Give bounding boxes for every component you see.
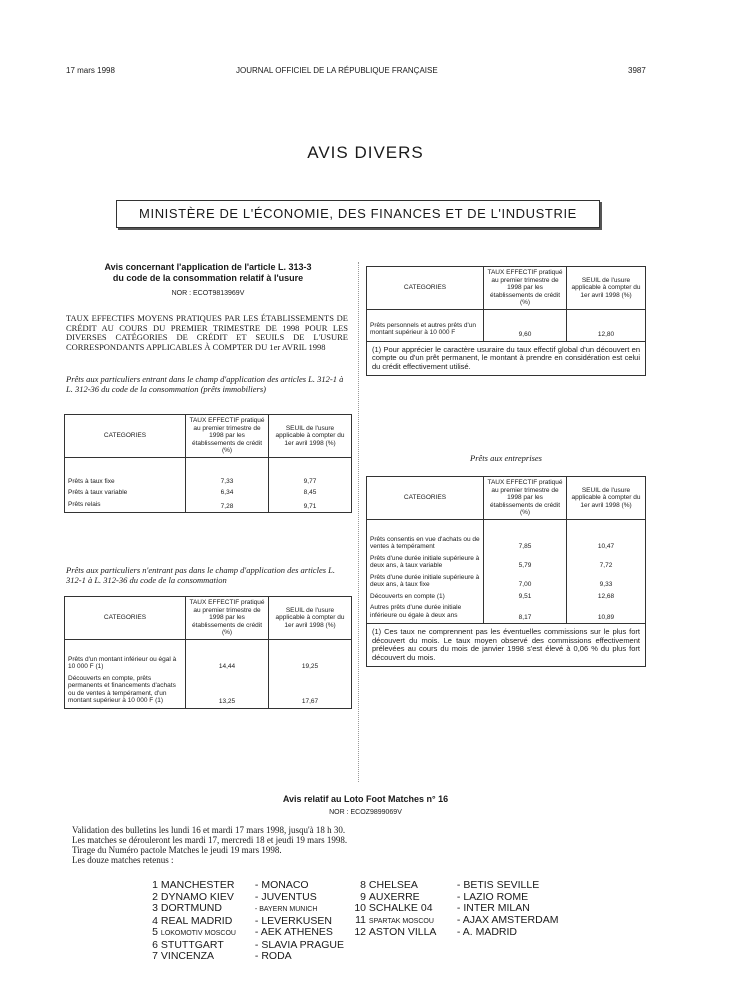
table-a-cell-taux: 7,33 (186, 457, 269, 487)
table-b2-cell-taux: 9,60 (484, 309, 567, 341)
table-b-header-taux: TAUX EFFECTIF pratiqué au premier trimestre de 1998 par les établissements de crédit (%) (186, 597, 269, 640)
table-row (367, 572, 646, 591)
match-home: AUXERRE (368, 890, 420, 903)
table-a-header-taux: TAUX EFFECTIF pratiqué au premier trimestre de 1998 par les établissements de crédit (%) (186, 415, 269, 458)
table-note-row (367, 341, 646, 376)
avis1-intro: TAUX EFFECTIFS MOYENS PRATIQUES PAR LES ÉTABLISSEMENTS DE CRÉDIT AU COURS DU PREMIER TRIMESTRE DE 1998 POUR LES DIVERSES CATÉGORIES DE CRÉDIT ET SEUILS DE L'USURE CORRESPONDANTS APPLICABLES À COMPTER DU 1er AVRIL 1998 (66, 313, 348, 352)
match-number: 10 (354, 902, 366, 914)
list-item (144, 951, 364, 963)
table-c-cell-seuil: 12,68 (567, 591, 646, 603)
table-c-header-seuil: SEUIL de l'usure applicable à compter du 1er avril 1998 (%) (567, 477, 646, 520)
avis1-title-line1: Avis concernant l'application de l'article L. 313-3 (104, 262, 312, 272)
table-row (367, 309, 646, 341)
table-b-header-seuil: SEUIL de l'usure applicable à compter du 1er avril 1998 (%) (269, 597, 352, 640)
table-a (64, 414, 352, 513)
match-number: 5 (152, 926, 158, 938)
ministry-banner: MINISTÈRE DE L'ÉCONOMIE, DES FINANCES ET DE L'INDUSTRIE (116, 200, 600, 228)
match-home: SPARTAK MOSCOU (368, 917, 434, 925)
match-number: 9 (360, 890, 366, 903)
avis1-title-line2: du code de la consommation relatif à l'usure (112, 273, 304, 283)
table-row (367, 553, 646, 572)
header-journal: JOURNAL OFFICIEL DE LA RÉPUBLIQUE FRANÇAISE (236, 66, 438, 75)
table-b2-header-seuil: SEUIL de l'usure applicable à compter du 1er avril 1998 (%) (567, 267, 646, 310)
table-a-cell-seuil: 8,45 (269, 487, 352, 499)
table-b-header-cat: CATEGORIES (65, 597, 186, 640)
table-a-cell-seuil: 9,77 (269, 457, 352, 487)
avis2-nor: NOR : ECOZ9899069V (329, 809, 402, 816)
table-c-cell-cat: Découverts en compte (1) (370, 592, 445, 600)
match-home: DYNAMO KIEV (160, 890, 234, 903)
match-away: - MONACO (254, 879, 309, 891)
table-a-cell-cat: Prêts à taux fixe (68, 477, 115, 485)
table-b-cell-taux: 13,25 (186, 673, 269, 709)
table-a-cell-seuil: 9,71 (269, 499, 352, 513)
match-number: 3 (152, 902, 158, 914)
avis1-title (66, 262, 350, 284)
table-a-header-seuil: SEUIL de l'usure applicable à compter du 1er avril 1998 (%) (269, 415, 352, 458)
table-c (366, 476, 646, 667)
table-c-cell-taux: 9,51 (484, 591, 567, 603)
matches-list-right (350, 880, 590, 939)
table-b2 (366, 266, 646, 376)
table-a-cell-cat: Prêts à taux variable (68, 489, 128, 496)
table-c-cell-taux: 7,00 (484, 572, 567, 591)
table-row (367, 591, 646, 603)
match-number: 6 (152, 938, 158, 951)
match-number: 12 (354, 926, 366, 938)
match-number: 7 (152, 950, 158, 962)
avis1-nor: NOR : ECOT9813969V (171, 290, 245, 297)
match-away: - INTER MILAN (456, 902, 530, 914)
table-b-cell-taux: 14,44 (186, 639, 269, 673)
table-c-cell-seuil: 7,72 (567, 553, 646, 572)
match-away: - BAYERN MUNICH (254, 906, 318, 913)
column-divider (358, 262, 359, 782)
match-home: STUTTGART (160, 938, 224, 951)
table-row (65, 499, 352, 513)
match-number: 1 (152, 879, 158, 891)
avis2-line: Tirage du Numéro pactole Matches le jeudi 19 mars 1998. (72, 845, 282, 855)
table-b2-cell-seuil: 12,80 (567, 309, 646, 341)
match-away: - JUVENTUS (254, 890, 317, 903)
match-away: - AEK ATHENES (254, 926, 333, 938)
avis2-line: Les douze matches retenus : (72, 855, 174, 865)
table-b2-cell-cat: Prêts personnels et autres prêts d'un montant supérieur à 10 000 F (370, 321, 477, 336)
match-away: - RODA (254, 950, 292, 962)
table-a-cell-cat: Prêts relais (68, 500, 101, 508)
table-b2-header-cat: CATEGORIES (367, 267, 484, 310)
match-away: - BETIS SEVILLE (456, 879, 540, 891)
table-b-cell-cat: Découverts en compte, prêts permanents et financements d'achats ou de ventes à tempérament, d'un montant supérieur à 10 000 F (1) (68, 674, 176, 704)
table-c-header-cat: CATEGORIES (367, 477, 484, 520)
match-home: DORTMUND (160, 902, 222, 914)
table-c-cell-taux: 5,79 (484, 553, 567, 572)
table-c-cell-cat: Autres prêts d'une durée initiale inférieure ou égale à deux ans (370, 604, 462, 619)
match-home: REAL MADRID (160, 914, 233, 927)
matches-list-left (144, 880, 364, 963)
table-a-header-cat: CATEGORIES (65, 415, 186, 458)
table-c-cell-cat: Prêts d'une durée initiale supérieure à deux ans, à taux variable (370, 554, 480, 569)
match-home: LOKOMOTIV MOSCOU (160, 930, 236, 937)
table-b (64, 596, 352, 709)
match-home: SCHALKE 04 (368, 902, 433, 914)
section-title: AVIS DIVERS (307, 143, 424, 162)
table-b-cell-seuil: 17,67 (269, 673, 352, 709)
section-c-heading: Prêts aux entreprises (470, 453, 542, 463)
match-away: - SLAVIA PRAGUE (254, 938, 345, 951)
avis2-line: Les matches se dérouleront les mardi 17, mercredi 18 et jeudi 19 mars 1998. (72, 835, 348, 845)
table-row (367, 519, 646, 553)
table-c-cell-taux: 8,17 (484, 602, 567, 624)
avis2-text (72, 825, 632, 865)
table-c-cell-seuil: 9,33 (567, 572, 646, 591)
note-b: (1) Pour apprécier le caractère usuraire du taux effectif global d'un découvert en compte ou d'un prêt permanent, le montant à prendre en considération est celui du crédit effectivement utilisé. (367, 341, 646, 376)
table-row (65, 487, 352, 499)
match-number: 4 (152, 914, 158, 927)
avis2-title: Avis relatif au Loto Foot Matches n° 16 (282, 794, 449, 804)
avis2-line: Validation des bulletins les lundi 16 et mardi 17 mars 1998, jusqu'à 18 h 30. (72, 825, 346, 835)
match-number: 11 (355, 913, 366, 926)
table-row (65, 639, 352, 673)
table-c-header-taux: TAUX EFFECTIF pratiqué au premier trimestre de 1998 par les établissements de crédit (%) (484, 477, 567, 520)
table-a-cell-taux: 6,34 (186, 487, 269, 499)
table-c-cell-seuil: 10,47 (567, 519, 646, 553)
table-b2-header-taux: TAUX EFFECTIF pratiqué au premier trimestre de 1998 par les établissements de crédit (%) (484, 267, 567, 310)
table-c-cell-taux: 7,85 (484, 519, 567, 553)
match-home: ASTON VILLA (368, 926, 437, 938)
table-note-row (367, 624, 646, 667)
header-page-number: 3987 (628, 66, 646, 75)
note-c: (1) Ces taux ne comprennent pas les éventuelles commissions sur le plus fort découvert du mois. Le taux moyen observé des commissions effectivement prélevées au cours du mois de janvier 1998 s'est élevé à 0,06 % du plus fort découvert du mois. (367, 624, 646, 667)
match-home: VINCENZA (160, 950, 215, 962)
match-number: 8 (360, 879, 366, 891)
table-row (65, 673, 352, 709)
table-row (65, 457, 352, 487)
table-b-cell-cat: Prêts d'un montant inférieur ou égal à 10 000 F (1) (68, 655, 177, 670)
table-c-cell-cat: Prêts consentis en vue d'achats ou de ventes à tempérament (370, 535, 480, 550)
table-a-cell-taux: 7,28 (186, 499, 269, 513)
section-b-heading: Prêts aux particuliers n'entrant pas dans le champ d'application des articles L. 312-1 à L. 312-36 du code de la consommation (66, 565, 336, 585)
match-away: - LEVERKUSEN (254, 914, 332, 927)
table-b-cell-seuil: 19,25 (269, 639, 352, 673)
match-away: - AJAX AMSTERDAM (456, 913, 559, 926)
match-home: CHELSEA (368, 879, 418, 891)
list-item (350, 927, 590, 939)
match-away: - A. MADRID (456, 926, 518, 938)
table-row (367, 602, 646, 624)
match-number: 2 (152, 890, 158, 903)
header-date: 17 mars 1998 (66, 66, 115, 75)
match-away: - LAZIO ROME (456, 890, 529, 903)
table-c-cell-seuil: 10,89 (567, 602, 646, 624)
table-c-cell-cat: Prêts d'une durée initiale supérieure à deux ans, à taux fixe (370, 573, 480, 588)
match-home: MANCHESTER (160, 879, 235, 891)
section-a-heading: Prêts aux particuliers entrant dans le champ d'application des articles L. 312-1 à L. 312-36 du code de la consommation (prêts immobiliers) (66, 374, 344, 394)
